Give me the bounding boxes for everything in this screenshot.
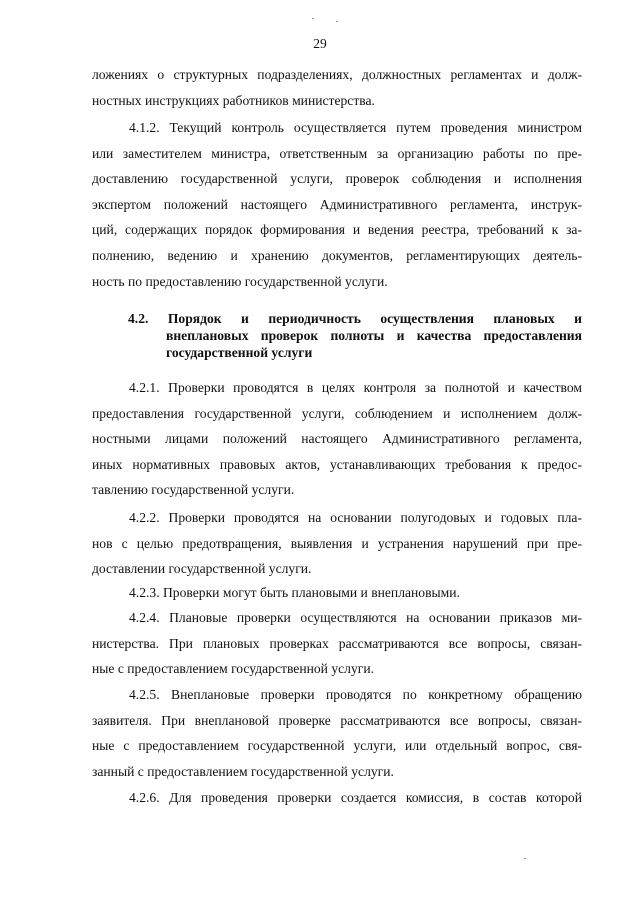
paragraph-4-2-2 [92, 505, 582, 582]
section-heading-4-2 [128, 310, 582, 361]
page-number: 29 [313, 36, 327, 51]
text-line: предоставления государственной услуги, соблюдением и исполнением долж- [92, 405, 582, 421]
text-line: занный с предоставлением государственной услуги. [92, 763, 394, 779]
text-line: заявителя. При внеплановой проверке рассматриваются все вопросы, связан- [92, 712, 582, 728]
scan-speck [312, 18, 314, 19]
text-line: 4.2.2. Проверки проводятся на основании полугодовых и годовых пла- [129, 510, 582, 525]
text-line: ностных инструкциях работников министерства. [92, 92, 375, 108]
heading-line: государственной услуги [166, 345, 313, 360]
heading-line: внеплановых проверок полноты и качества предоставления [166, 328, 582, 343]
text-line: 4.2.1. Проверки проводятся в целях контроля за полнотой и качеством [129, 380, 582, 395]
text-line: тавлению государственной услуги. [92, 482, 295, 498]
paragraph-4-2-6 [92, 785, 582, 811]
paragraph-continuation [92, 62, 582, 113]
paragraph-4-2-4 [92, 605, 582, 682]
text-line: 4.2.4. Плановые проверки осуществляются на основании приказов ми- [129, 610, 582, 625]
text-line: иных нормативных правовых актов, устанавливающих требования к предос- [92, 456, 582, 472]
text-line: ций, содержащих порядок формирования и ведения реестра, требований к за- [92, 222, 582, 238]
text-line: экспертом положений настоящего Административного регламента, инструк- [92, 196, 582, 212]
text-line: доставлению государственной услуги, проверок соблюдения и исполнения [92, 171, 582, 187]
scan-speck [336, 21, 338, 22]
text-line: 4.2.5. Внеплановые проверки проводятся по конкретному обращению [129, 687, 582, 702]
paragraph-4-1-2 [92, 115, 582, 294]
text-line: 4.2.6. Для проведения проверки создается комиссия, в состав которой [129, 790, 582, 805]
text-line: ложениях о структурных подразделениях, должностных регламентах и долж- [92, 67, 582, 82]
text-line: 4.2.3. Проверки могут быть плановыми и внеплановыми. [129, 585, 460, 600]
text-line: нов с целью предотвращения, выявления и устранения нарушений при пре- [92, 535, 582, 551]
text-line: 4.1.2. Текущий контроль осуществляется путем проведения министром [129, 120, 582, 135]
text-line: ные с предоставлением государственной услуги. [92, 661, 375, 677]
heading-line: 4.2. Порядок и периодичность осуществления плановых и [128, 311, 582, 326]
scan-speck [524, 858, 526, 859]
paragraph-4-2-5 [92, 682, 582, 784]
text-line: ностными лицами положений настоящего Административного регламента, [92, 431, 582, 447]
text-line: ность по предоставлению государственной услуги. [92, 273, 388, 289]
text-line: нистерства. При плановых проверках рассматриваются все вопросы, связан- [92, 635, 582, 651]
text-line: полнению, ведению и хранению документов, регламентирующих деятель- [92, 247, 582, 263]
paragraph-4-2-3 [92, 580, 582, 606]
paragraph-4-2-1 [92, 375, 582, 503]
text-line: ные с предоставлением государственной услуги, или отдельный вопрос, свя- [92, 738, 582, 754]
text-line: или заместителем министра, ответственным за организацию работы по пре- [92, 145, 582, 161]
text-line: доставлении государственной услуги. [92, 561, 312, 577]
